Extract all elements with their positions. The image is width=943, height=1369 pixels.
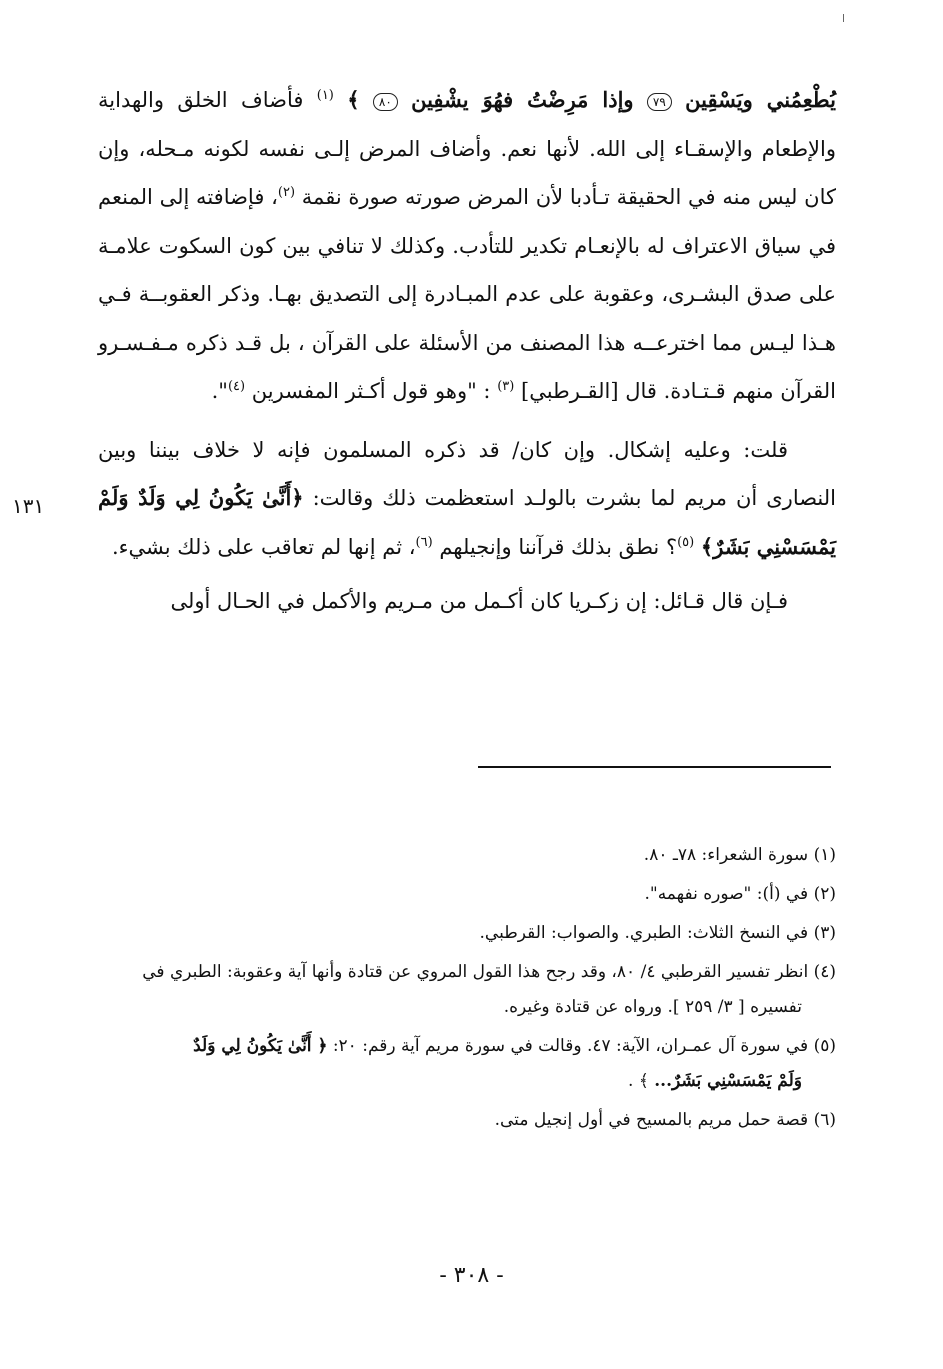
paragraph-text: ". <box>211 379 228 403</box>
verse-brace: ﴾ <box>347 87 360 112</box>
paragraph-text: : "وهو قول أكـثر المفسرين <box>251 379 491 403</box>
paragraph-text: ؟ نطق بذلك قرآننا وإنجيلهم <box>439 534 678 559</box>
footnote-2: (٢) في (أ): "صوره نفهمه". <box>644 884 836 904</box>
paragraph-text: فـإن قال قـائل: إن زكـريا كان أكـمل من مـريم والأكمل في الحـال أولى <box>170 589 788 613</box>
footnote-ref: (٦) <box>415 534 433 550</box>
quran-verse: وَلَمْ يَمْسَسْنِي بَشَرٌ... <box>654 1071 802 1091</box>
quran-verse: ﴿أَنَّىٰ يَكُونُ لِي وَلَدٌ وَلَمْ يَمْسَسْنِي بَشَرٌ﴾ <box>98 485 836 559</box>
quran-verse: يُطْعِمُني ويَسْقِين <box>685 87 836 112</box>
verse-number: ٨٠ <box>373 93 398 111</box>
footnote-text: (٥) في سورة آل عمـران، الآية: ٤٧. وقالت في سورة مريم آية رقم: ٢٠: <box>332 1036 836 1056</box>
footnote-ref: (١) <box>316 88 334 103</box>
footnote-3: (٣) في النسخ الثلاث: الطبري. والصواب: القرطبي. <box>479 923 836 943</box>
manuscript-folio-note: ١٣١ <box>12 494 45 518</box>
footnote-4: (٤) انظر تفسير القرطبي ٤/ ٨٠، وقد رجح هذا القول المروي عن قتادة وأنها آية وعقوبة: الطبري في <box>142 962 836 982</box>
paragraph-text: ، فإضافته إلى المنعم في سياق الاعتراف له بالإنعـام تكدير للتأدب. وكذلك لا تنافي بين كون السكوت علامـة على صدق البشـرى، وعقوبة على عدم المبـادرة إلى التصديق بهـا. وذكر العقوبــة فـي هـذا ليـس مما اخترعــه هذا المصنف من الأسئلة على القرآن ، بل قـد ذكره مـفـسـرو القرآن منهم قـتـادة. قال [القـرطبي] <box>98 185 836 403</box>
footnote-ref: (٥) <box>677 534 695 550</box>
footnote-ref: (٣) <box>497 379 515 394</box>
quran-verse: ﴿ أَنَّىٰ يَكُونُ لِي وَلَدٌ <box>193 1036 328 1056</box>
footnote-ref: (٤) <box>227 379 246 394</box>
footnotes <box>98 838 836 1138</box>
main-text <box>98 76 836 626</box>
scan-mark <box>843 14 844 22</box>
paragraph-1 <box>98 76 836 416</box>
footnote-separator <box>478 766 831 768</box>
paragraph-text: فأضاف الخلق والهداية والإطعام والإسقـاء إلى الله. لأنها نعم. وأضاف المرض إلـى نفسه لكونه مـحله، وإن كان ليس منه في الحقيقة تـأدبا لأن المرض صورته صورة نقمة <box>98 88 836 209</box>
paragraph-2 <box>98 426 836 572</box>
paragraph-3 <box>98 577 836 626</box>
verse-number: ٧٩ <box>647 93 672 111</box>
footnote-ref: (٢) <box>277 185 296 200</box>
paragraph-text: ، ثم إنها لم تعاقب على ذلك بشيء. <box>111 534 416 559</box>
footnote-5 <box>98 1029 836 1064</box>
page-number: - ٣٠٨ - <box>439 1263 504 1288</box>
footnote-5-continued <box>98 1064 836 1099</box>
quran-verse: وإذا مَرِضْتُ فهُوَ يشْفِين <box>411 87 634 112</box>
footnote-6: (٦) قصة حمل مريم بالمسيح في أول إنجيل متى. <box>494 1110 836 1130</box>
footnote-text: ﴾ . <box>628 1071 649 1091</box>
footnote-1: (١) سورة الشعراء: ٧٨ـ ٨٠. <box>643 845 836 865</box>
paragraph-text: قلت: وعليه إشكال. وإن كان/ قد ذكره المسلمون فإنه لا خلاف بيننا وبين النصارى أن مريم لما بشرت بالولـد استعظمت ذلك وقالت: <box>98 437 836 510</box>
footnote-4-continued: تفسيره [ ٣/ ٢٥٩ ]. ورواه عن قتادة وغيره. <box>503 997 802 1017</box>
